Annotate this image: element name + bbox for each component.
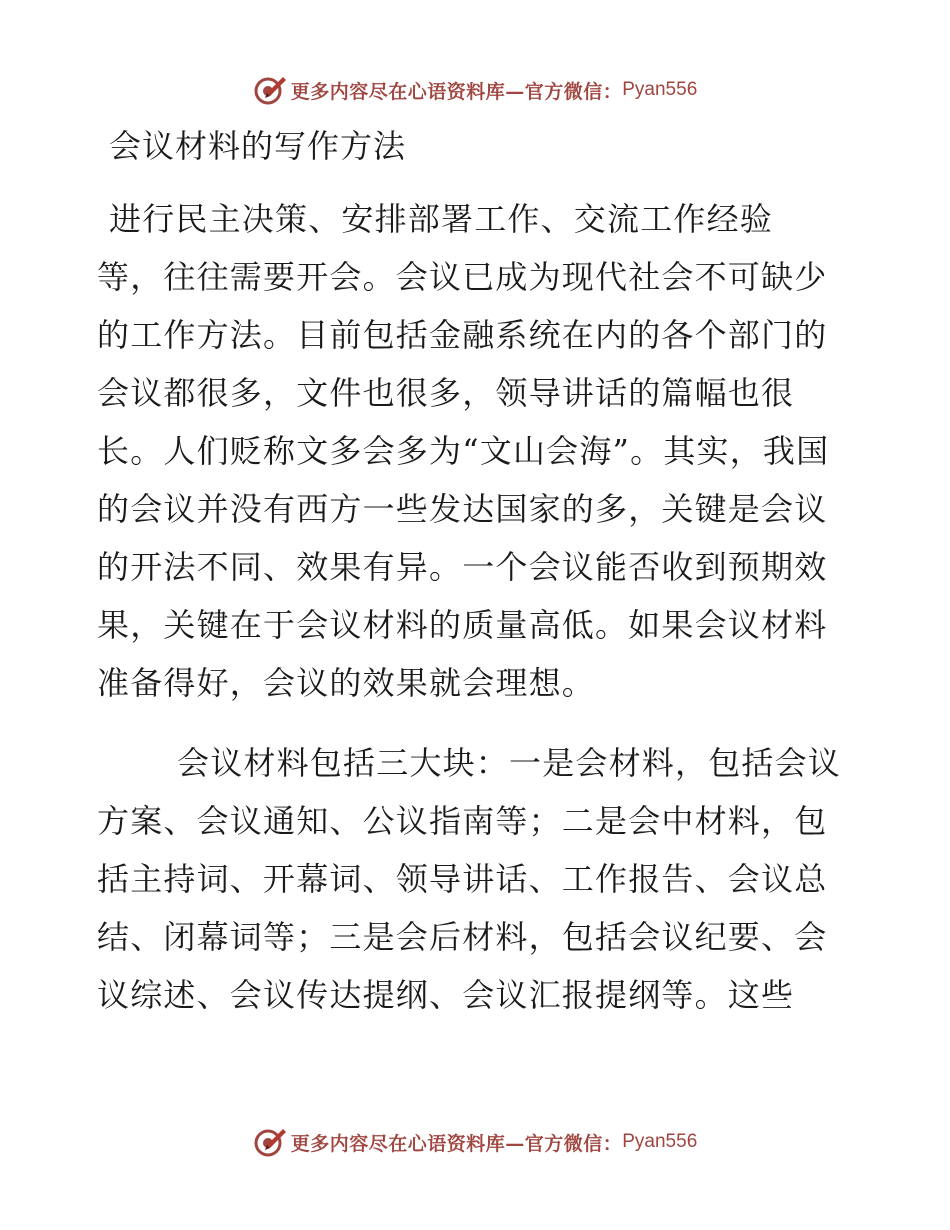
footer-banner (0, 1122, 950, 1162)
pen-logo-icon (253, 73, 287, 107)
pen-logo-icon (253, 1125, 287, 1159)
document-body (97, 118, 849, 1024)
paragraph-1-first-line: 进行民主决策、安排部署工作、交流工作经验 (109, 200, 774, 238)
paragraph-1-rest: 等，往往需要开会。会议已成为现代社会不可缺少的工作方法。目前包括金融系统在内的各个部门的会议都很多，文件也很多，领导讲话的篇幅也很长。人们贬称文多会多为“文山会海”。其实，我国的会议并没有西方一些发达国家的多，关键是会议的开法不同、效果有异。一个会议能否收到预期效果，关键在于会议材料的质量高低。如果会议材料准备得好，会议的效果就会理想。 (97, 258, 830, 702)
footer-banner-text: 更多内容尽在心语资料库—官方微信： (290, 1132, 623, 1155)
header-banner (0, 70, 950, 110)
footer-banner-id: Pyan556 (622, 1131, 698, 1152)
paragraph-2: 会议材料包括三大块：一是会材料，包括会议方案、会议通知、公议指南等；二是会中材料，包括主持词、开幕词、领导讲话、工作报告、会议总结、闭幕词等；三是会后材料，包括会议纪要、会议综述、会议传达提纲、会议汇报提纲等。这些 (97, 744, 842, 1014)
paragraph-1 (97, 190, 849, 712)
document-title: 会议材料的写作方法 (109, 127, 407, 165)
header-banner-id: Pyan556 (622, 79, 698, 100)
header-banner-text: 更多内容尽在心语资料库—官方微信： (290, 80, 623, 103)
